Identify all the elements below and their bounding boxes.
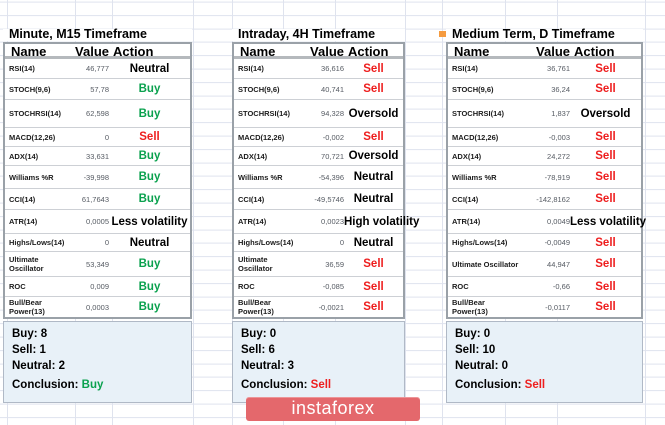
indicator-row <box>5 296 190 317</box>
indicator-action: Buy <box>138 107 161 120</box>
indicator-row <box>234 59 403 78</box>
indicator-action: High volatility <box>344 215 420 228</box>
indicator-row <box>5 78 190 99</box>
grid-vline <box>193 0 194 425</box>
indicator-value: 1,837 <box>551 109 570 118</box>
indicator-value: -39,998 <box>83 172 109 182</box>
indicator-value: 40,741 <box>321 84 344 94</box>
indicator-action: Less volatility <box>111 215 188 228</box>
indicator-row <box>5 127 190 146</box>
indicator-value: 0 <box>104 132 109 142</box>
indicator-value: 53,349 <box>86 259 109 269</box>
indicator-name: STOCH(9,6) <box>238 84 280 94</box>
indicator-name: RSI(14) <box>9 64 35 73</box>
grid-vline <box>645 0 646 425</box>
indicator-action: Neutral <box>129 62 170 75</box>
indicator-name: CCI(14) <box>238 194 265 204</box>
indicator-action: Sell <box>363 83 384 95</box>
conclusion-value: Sell <box>524 379 546 391</box>
indicator-value: 0,0023 <box>321 217 344 226</box>
indicator-value: 70,721 <box>321 151 344 161</box>
indicator-row <box>5 165 190 188</box>
indicator-row <box>448 165 641 188</box>
indicator-action: Oversold <box>348 150 399 162</box>
indicator-row <box>234 296 403 317</box>
conclusion-label: Conclusion: <box>12 379 79 391</box>
indicator-row <box>448 78 641 99</box>
indicator-value: 94,328 <box>321 109 344 118</box>
indicator-value: 57,78 <box>90 84 109 94</box>
panel-title: Minute, M15 Timeframe <box>3 29 192 41</box>
table-header-row <box>448 44 641 59</box>
indicator-name: STOCH(9,6) <box>452 84 494 94</box>
indicator-value: 33,631 <box>86 151 109 161</box>
indicator-name: ROC <box>452 282 469 291</box>
indicator-table <box>3 42 192 319</box>
timeframe-panel <box>3 25 192 403</box>
table-header-row <box>234 44 403 59</box>
indicator-value: 0,0003 <box>86 302 109 312</box>
indicator-name: ADX(14) <box>238 151 268 161</box>
indicator-row <box>234 251 403 276</box>
indicator-value: -54,396 <box>318 172 344 182</box>
indicator-name: Williams %R <box>9 172 54 182</box>
indicator-action: Sell <box>595 193 616 205</box>
indicator-name: Williams %R <box>452 172 497 182</box>
indicator-row <box>448 146 641 165</box>
indicator-value: 46,777 <box>86 64 109 73</box>
panel-title: Intraday, 4H Timeframe <box>232 29 405 41</box>
indicator-action: Buy <box>138 258 161 270</box>
indicator-action: Sell <box>363 62 384 75</box>
indicator-action: Sell <box>363 280 384 293</box>
indicator-action: Buy <box>138 193 161 205</box>
indicator-action: Less volatility <box>570 215 647 228</box>
indicator-value: 0,0005 <box>86 217 109 226</box>
indicator-action: Buy <box>138 171 161 183</box>
indicator-action: Buy <box>138 280 161 293</box>
indicator-value: 62,598 <box>86 109 109 118</box>
conclusion-label: Conclusion: <box>241 379 308 391</box>
summary-neutral-count: Neutral: 3 <box>241 360 295 372</box>
summary-sell-count: Sell: 10 <box>455 344 496 356</box>
indicator-action: Sell <box>595 236 616 249</box>
indicator-row <box>448 233 641 251</box>
indicator-name: CCI(14) <box>452 194 479 204</box>
indicator-action: Buy <box>138 301 161 313</box>
indicator-value: -0,0021 <box>318 302 344 312</box>
indicator-name: Williams %R <box>238 172 283 182</box>
indicator-row <box>448 251 641 276</box>
indicator-value: 0 <box>104 238 109 247</box>
indicator-table <box>232 42 420 319</box>
indicator-action: Sell <box>363 258 384 270</box>
indicator-action: Sell <box>595 258 616 270</box>
indicator-action: Sell <box>595 150 616 162</box>
column-header-name: Name <box>11 44 47 59</box>
indicator-name: ROC <box>238 282 255 291</box>
column-header-action: Action <box>348 44 389 59</box>
indicator-name: CCI(14) <box>9 194 36 204</box>
indicator-value: 36,761 <box>547 64 570 73</box>
summary-buy-count: Buy: 8 <box>12 328 48 340</box>
indicator-action: Sell <box>363 131 384 143</box>
summary-conclusion <box>12 377 191 393</box>
panel-title: Medium Term, D Timeframe <box>446 29 643 41</box>
indicator-name: Highs/Lows(14) <box>238 238 294 247</box>
indicator-row <box>5 99 190 127</box>
summary-neutral-count: Neutral: 0 <box>455 360 509 372</box>
summary-buy-count: Buy: 0 <box>241 328 277 340</box>
indicator-name: STOCH(9,6) <box>9 84 51 94</box>
indicator-action: Sell <box>595 301 616 313</box>
indicator-table <box>446 42 647 319</box>
indicator-row <box>234 146 403 165</box>
indicator-action: Sell <box>595 171 616 183</box>
table-header-row <box>5 44 190 59</box>
indicator-action: Sell <box>363 301 384 313</box>
table-body <box>5 59 190 317</box>
indicator-name: ATR(14) <box>238 217 267 226</box>
indicator-name: Ultimate Oscillator <box>238 255 273 273</box>
indicator-action: Oversold <box>348 107 399 120</box>
indicator-name: ADX(14) <box>9 151 39 161</box>
indicator-name: STOCHRSI(14) <box>452 109 504 118</box>
indicator-row <box>5 276 190 296</box>
column-header-action: Action <box>574 44 615 59</box>
conclusion-value: Buy <box>81 379 104 391</box>
column-header-name: Name <box>454 44 490 59</box>
indicator-name: ADX(14) <box>452 151 482 161</box>
summary-neutral-count: Neutral: 2 <box>12 360 66 372</box>
indicator-value: 61,7643 <box>81 194 109 204</box>
indicator-value: -0,66 <box>552 282 570 291</box>
summary-conclusion <box>455 377 642 393</box>
indicator-row <box>234 99 403 127</box>
column-header-action: Action <box>113 44 154 59</box>
indicator-name: RSI(14) <box>452 64 478 73</box>
indicator-row <box>234 209 420 233</box>
indicator-name: Ultimate Oscillator <box>9 255 44 273</box>
indicator-name: Bull/Bear Power(13) <box>452 298 488 316</box>
timeframe-panel <box>446 25 647 403</box>
indicator-name: STOCHRSI(14) <box>238 109 290 118</box>
indicator-name: ATR(14) <box>9 217 38 226</box>
grid-vline <box>442 0 443 425</box>
indicator-row <box>234 233 403 251</box>
summary-box <box>446 321 643 403</box>
summary-sell-count: Sell: 1 <box>12 344 46 356</box>
indicator-value: 24,272 <box>547 151 570 161</box>
indicator-value: 0 <box>339 238 344 247</box>
indicator-value: 0,009 <box>90 282 109 291</box>
indicator-action: Neutral <box>129 236 170 249</box>
indicator-value: -0,003 <box>548 132 570 142</box>
indicator-name: STOCHRSI(14) <box>9 109 61 118</box>
indicator-row <box>5 209 190 233</box>
indicator-row <box>234 127 403 146</box>
conclusion-value: Sell <box>310 379 332 391</box>
indicator-name: ATR(14) <box>452 217 481 226</box>
indicator-row <box>5 188 190 209</box>
indicator-row <box>234 276 403 296</box>
summary-box <box>232 321 405 403</box>
indicator-action: Neutral <box>353 171 394 183</box>
indicator-action: Sell <box>139 131 160 143</box>
indicator-action: Oversold <box>580 107 631 120</box>
table-body <box>234 59 420 317</box>
indicator-row <box>234 188 403 209</box>
indicator-action: Buy <box>138 150 161 162</box>
indicator-row <box>234 165 403 188</box>
indicator-name: MACD(12,26) <box>452 132 499 142</box>
table-body <box>448 59 647 317</box>
indicator-value: 36,59 <box>325 259 344 269</box>
column-header-value: Value <box>75 44 109 59</box>
indicator-name: Highs/Lows(14) <box>452 238 508 247</box>
summary-box <box>3 321 192 403</box>
indicator-name: MACD(12,26) <box>9 132 56 142</box>
indicator-name: Ultimate Oscillator <box>452 259 519 269</box>
indicator-value: 36,616 <box>321 64 344 73</box>
timeframe-panel <box>232 25 420 403</box>
indicator-row <box>5 146 190 165</box>
indicator-action: Buy <box>138 83 161 95</box>
summary-sell-count: Sell: 6 <box>241 344 275 356</box>
column-header-name: Name <box>240 44 276 59</box>
grid-vline <box>405 0 406 425</box>
conclusion-label: Conclusion: <box>455 379 522 391</box>
indicator-action: Sell <box>595 62 616 75</box>
indicator-action: Sell <box>595 131 616 143</box>
indicator-row <box>5 59 190 78</box>
indicator-value: 44,947 <box>547 259 570 269</box>
indicator-action: Sell <box>595 83 616 95</box>
indicator-row <box>448 99 641 127</box>
indicator-action: Sell <box>595 280 616 293</box>
indicator-row <box>448 296 641 317</box>
column-header-value: Value <box>536 44 570 59</box>
indicator-row <box>5 251 190 276</box>
indicator-value: -0,0117 <box>545 302 570 312</box>
summary-buy-count: Buy: 0 <box>455 328 491 340</box>
indicator-action: Neutral <box>353 193 394 205</box>
indicator-row <box>448 276 641 296</box>
indicator-row <box>448 188 641 209</box>
indicator-name: Bull/Bear Power(13) <box>9 298 45 316</box>
indicator-row <box>234 78 403 99</box>
indicator-row <box>5 233 190 251</box>
indicator-value: -78,919 <box>544 172 570 182</box>
indicator-value: 36,24 <box>551 84 570 94</box>
indicator-action: Neutral <box>353 236 394 249</box>
indicator-row <box>448 209 647 233</box>
instaforex-watermark: instaforex <box>246 397 420 421</box>
summary-conclusion <box>241 377 404 393</box>
indicator-name: Bull/Bear Power(13) <box>238 298 274 316</box>
indicator-name: Highs/Lows(14) <box>9 238 65 247</box>
indicator-name: ROC <box>9 282 26 291</box>
indicator-value: 0,0049 <box>547 217 570 226</box>
indicator-value: -0,002 <box>322 132 344 142</box>
indicator-name: RSI(14) <box>238 64 264 73</box>
indicator-value: -0,085 <box>322 282 344 291</box>
indicator-row <box>448 127 641 146</box>
indicator-value: -0,0049 <box>544 238 570 247</box>
column-header-value: Value <box>310 44 344 59</box>
indicator-value: -49,5746 <box>314 194 344 204</box>
indicator-row <box>448 59 641 78</box>
indicator-value: -142,8162 <box>536 194 570 204</box>
cell-marker <box>439 31 446 37</box>
indicator-name: MACD(12,26) <box>238 132 285 142</box>
